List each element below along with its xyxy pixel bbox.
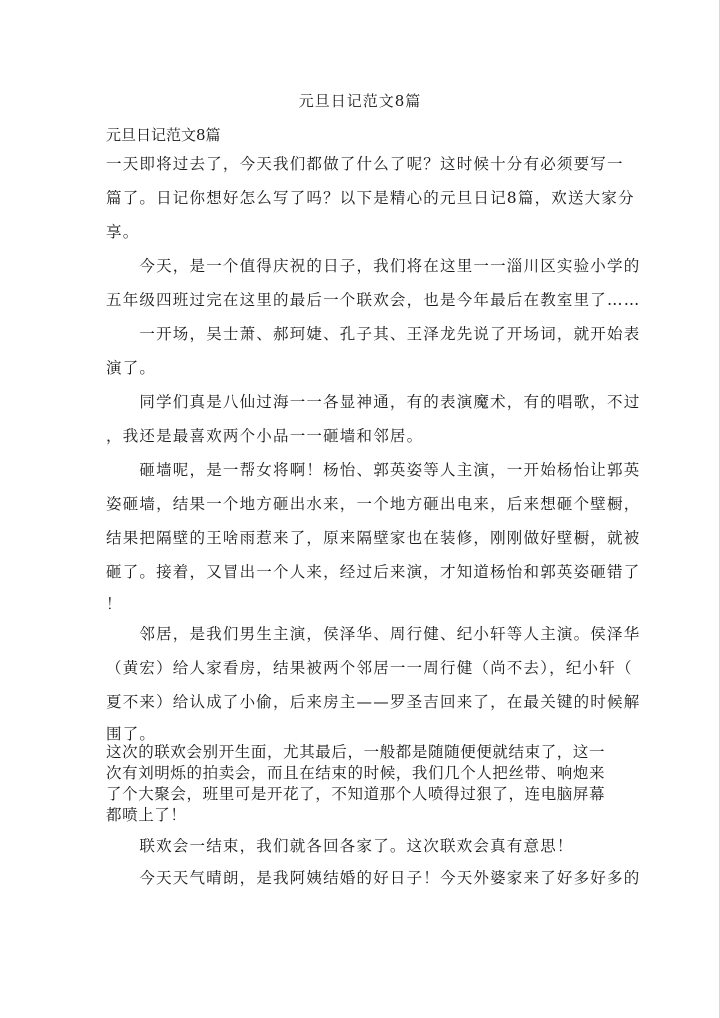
text-line: 五年级四班过完在这里的最后一个联欢会，也是今年最后在教室里了…… (106, 291, 641, 309)
text-line: 联欢会一结束，我们就各回各家了。这次联欢会真有意思！ (106, 837, 574, 855)
text-line: 演了。 (106, 359, 157, 377)
text-line: 享。 (106, 223, 140, 241)
text-line: 同学们真是八仙过海一一各显神通，有的表演魔术，有的唱歌，不过 (106, 393, 641, 411)
text-line: 次有刘明烁的拍卖会，而且在结束的时候，我们几个人把丝带、响炮来 (106, 764, 606, 782)
text-line: 围了。 (106, 725, 157, 743)
text-line: 一天即将过去了，今天我们都做了什么了呢？这时候十分有必须要写一 (106, 155, 624, 173)
text-line: 夏不来）给认成了小偷，后来房主——罗圣吉回来了，在最关键的时候解 (106, 693, 641, 711)
text-line: 姿砸墙，结果一个地方砸出水来，一个地方砸出电来，后来想砸个壁橱， (106, 495, 641, 513)
text-line: 这次的联欢会别开生面，尤其最后，一般都是随随便便就结束了，这一 (106, 743, 606, 761)
text-line: 都喷上了！ (106, 806, 187, 824)
text-line: 今天，是一个值得庆祝的日子，我们将在这里一一淄川区实验小学的 (106, 257, 641, 275)
text-line: 砸了。接着，又冒出一个人来，经过后来演，才知道杨怡和郭英姿砸错了 (106, 563, 641, 581)
text-line: 今天天气晴朗，是我阿姨结婚的好日子！今天外婆家来了好多好多的 (106, 869, 641, 887)
text-line: ，我还是最喜欢两个小品一一砸墙和邻居。 (106, 427, 424, 445)
text-line: （黄宏）给人家看房，结果被两个邻居一一周行健（尚不去），纪小轩（ (106, 659, 633, 677)
text-line: 一开场，吴士萧、郝珂婕、孔子其、王泽龙先说了开场词，就开始表 (106, 325, 641, 343)
text-line: 篇了。日记你想好怎么写了吗？以下是精心的元旦日记8篇，欢送大家分 (106, 189, 635, 207)
text-line: 结果把隔壁的王啥雨惹来了，原来隔壁家也在装修，刚刚做好壁橱，就被 (106, 529, 641, 547)
document-title: 元旦日记范文8篇 (298, 92, 422, 110)
text-line: 了个大聚会，班里可是开花了，不知道那个人喷得过狠了，连电脑屏幕 (106, 785, 606, 803)
text-line: 邻居，是我们男生主演，侯泽华、周行健、纪小轩等人主演。侯泽华 (106, 625, 641, 643)
document-subtitle: 元旦日记范文8篇 (106, 126, 221, 144)
text-line: ！ (106, 595, 123, 613)
text-line: 砸墙呢，是一帮女将啊！杨怡、郭英姿等人主演，一开始杨怡让郭英 (106, 461, 641, 479)
